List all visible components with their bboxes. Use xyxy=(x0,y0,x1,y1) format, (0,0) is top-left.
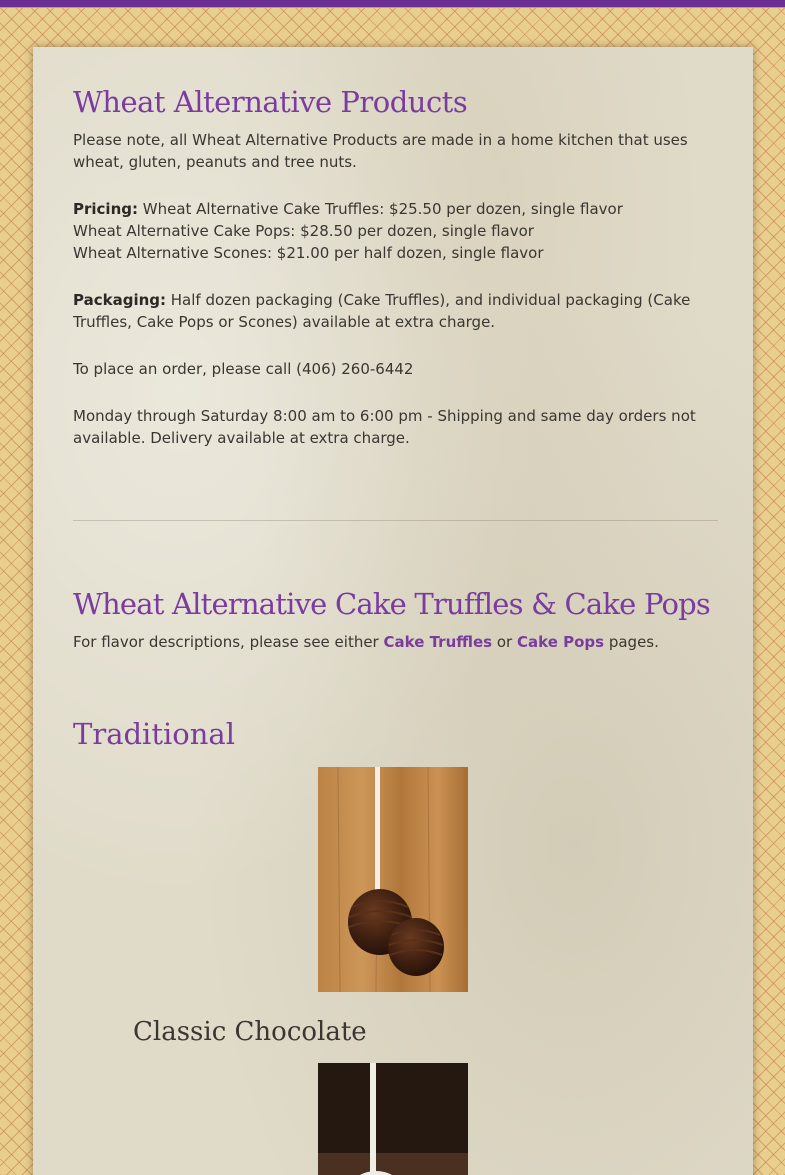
page-title: Wheat Alternative Products xyxy=(73,85,468,119)
classic-chocolate-photo xyxy=(318,767,468,992)
packaging-text: Half dozen packaging (Cake Truffles), and individual packaging (Cake Truffles, Cake Pops or Scones) available at extra charge. xyxy=(73,291,691,331)
truffles-pops-heading: Wheat Alternative Cake Truffles & Cake Pops xyxy=(73,587,710,621)
content-panel xyxy=(33,47,753,1175)
order-phone: To place an order, please call (406) 260-6442 xyxy=(73,360,414,378)
flavor-prefix: For flavor descriptions, please see either xyxy=(73,633,384,651)
cake-pops-link[interactable]: Cake Pops xyxy=(517,633,605,651)
flavor-descriptions xyxy=(73,631,718,653)
business-hours: Monday through Saturday 8:00 am to 6:00 pm - Shipping and same day orders not available. Delivery available at extra charge. xyxy=(73,407,696,447)
packaging-label: Packaging: xyxy=(73,291,166,309)
packaging-block xyxy=(73,289,718,333)
white-cake-pops-photo xyxy=(318,1063,468,1175)
chocolate-cake-pops-image xyxy=(318,767,468,992)
section-divider xyxy=(73,520,718,521)
pricing-scones: Wheat Alternative Scones: $21.00 per half dozen, single flavor xyxy=(73,244,544,262)
kitchen-note: Please note, all Wheat Alternative Products are made in a home kitchen that uses wheat, gluten, peanuts and tree nuts. xyxy=(73,131,688,171)
traditional-heading: Traditional xyxy=(73,717,235,751)
white-cake-pops-image xyxy=(318,1063,468,1175)
flavor-name-classic-chocolate: Classic Chocolate xyxy=(133,1017,367,1047)
pricing-truffles: Wheat Alternative Cake Truffles: $25.50 per dozen, single flavor xyxy=(137,200,623,218)
flavor-or: or xyxy=(492,633,517,651)
pricing-cake-pops: Wheat Alternative Cake Pops: $28.50 per dozen, single flavor xyxy=(73,222,534,240)
flavor-suffix: pages. xyxy=(604,633,659,651)
cake-truffles-link[interactable]: Cake Truffles xyxy=(383,633,493,651)
pricing-label: Pricing: xyxy=(73,200,138,218)
top-nav-bar xyxy=(0,0,785,8)
pricing-block xyxy=(73,198,718,264)
